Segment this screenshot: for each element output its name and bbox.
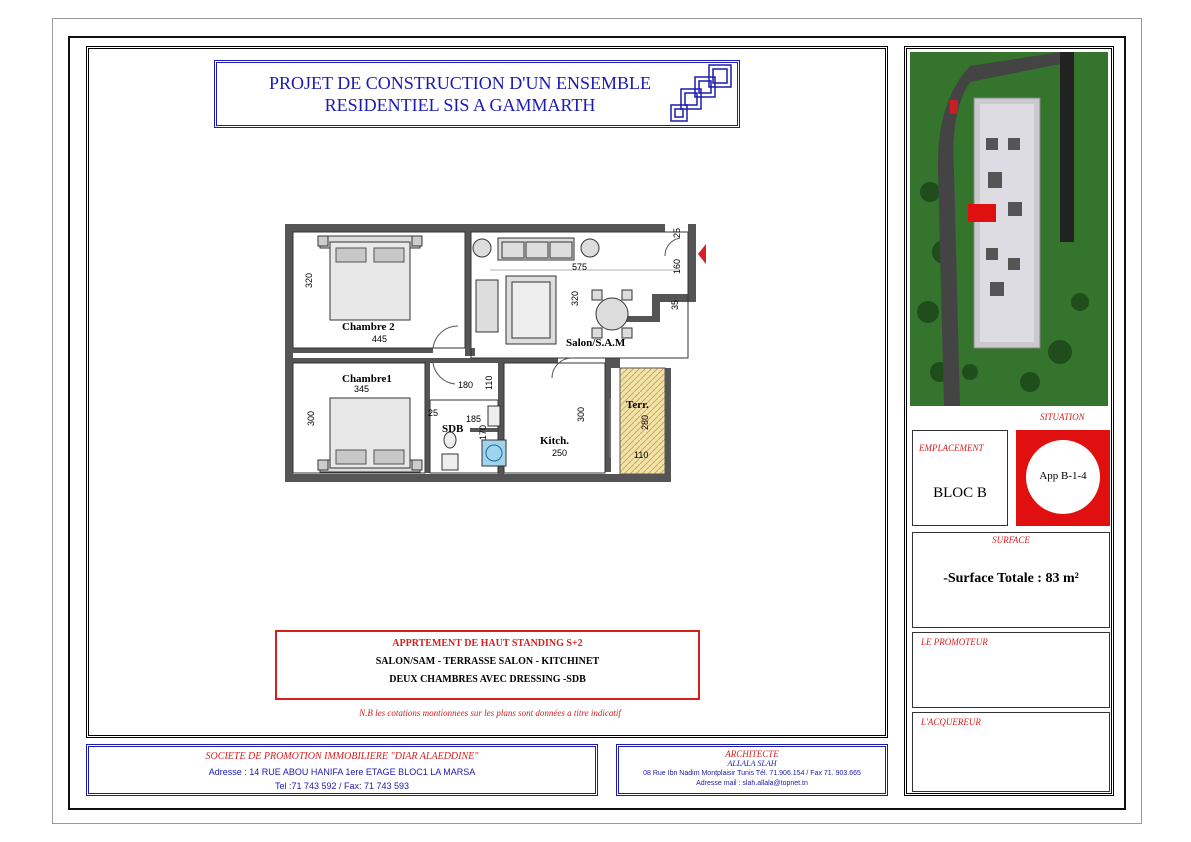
dim-185: 185 [466, 414, 482, 424]
emplacement-cell [912, 430, 1008, 526]
toilet-icon [442, 432, 458, 470]
room-sdb: SDB [442, 423, 464, 435]
dim-110-terrace: 110 [634, 450, 649, 460]
dim-300-left: 300 [306, 410, 316, 426]
shower-icon [482, 440, 506, 466]
acquereur-cell [912, 712, 1110, 792]
sink-icon [488, 406, 500, 426]
dim-250: 250 [552, 448, 568, 458]
project-title-line2: RESIDENTIEL SIS A GAMMARTH [324, 95, 596, 115]
description-line2: DEUX CHAMBRES AVEC DRESSING -SDB [389, 674, 586, 685]
floor-plan [280, 218, 682, 490]
dim-25-bath: 25 [428, 408, 439, 418]
project-title-line1: PROJET DE CONSTRUCTION D'UN ENSEMBLE [269, 73, 651, 93]
dim-445: 445 [372, 334, 388, 344]
room-kitchen: Kitch. [540, 435, 570, 447]
emplacement-label: EMPLACEMENT [919, 443, 984, 453]
app-value: App B-1-4 [1039, 470, 1087, 482]
surface-label: SURFACE [992, 535, 1030, 545]
bed-chambre2-icon [318, 236, 422, 320]
armchair-icon [476, 276, 556, 344]
company-name: SOCIETE DE PROMOTION IMMOBILIERE "DIAR ALAEDDINE" [205, 751, 479, 762]
bloc-value: BLOC B [933, 485, 987, 501]
dim-35: 35 [670, 299, 680, 310]
apartment-description [275, 630, 700, 700]
dim-160: 160 [672, 258, 682, 274]
surface-value: -Surface Totale : 83 m² [943, 571, 1079, 586]
promoteur-label: LE PROMOTEUR [921, 637, 988, 647]
sofa-icon [473, 238, 599, 260]
surface-cell [912, 532, 1110, 628]
unit-marker [968, 204, 996, 222]
dim-110-bath: 110 [484, 375, 494, 390]
architect-cartouche [616, 744, 888, 796]
dim-180: 180 [458, 380, 474, 390]
dim-280: 280 [640, 414, 650, 430]
dim-345: 345 [354, 384, 370, 394]
company-phone: Tel :71 743 592 / Fax: 71 743 593 [274, 781, 410, 791]
dim-320-salon: 320 [570, 290, 580, 306]
situation-label: SITUATION [1040, 412, 1085, 422]
dim-575: 575 [572, 262, 588, 272]
dim-25-entry: 25 [672, 227, 682, 238]
architect-email: Adresse mail : slah.allala@topnet.tn [696, 780, 808, 787]
architect-name: ALLALA SLAH [727, 759, 777, 768]
dim-170: 170 [478, 424, 488, 440]
dining-table-icon [592, 290, 632, 338]
room-chambre2: Chambre 2 [342, 321, 395, 333]
app-badge [1016, 430, 1110, 526]
dim-320-left: 320 [304, 272, 314, 288]
project-title [250, 72, 670, 116]
company-cartouche [86, 744, 598, 796]
promoteur-cell [912, 632, 1110, 708]
situation-aerial-image [910, 52, 1108, 406]
description-line1: SALON/SAM - TERRASSE SALON - KITCHINET [375, 656, 600, 667]
room-salon: Salon/S.A.M [566, 337, 626, 349]
description-heading: APPRTEMENT DE HAUT STANDING S+2 [392, 638, 583, 649]
dimensions-note: N.B les cotations montionnees sur les plans sont données a titre indicatif [359, 708, 621, 718]
acquereur-label: L'ACQUEREUR [921, 717, 981, 727]
logo-squares-icon [669, 63, 739, 125]
dim-300-kitchen: 300 [576, 406, 586, 422]
company-address: Adresse : 14 RUE ABOU HANIFA 1ere ETAGE BLOC1 LA MARSA [208, 767, 476, 777]
room-terrace: Terr. [626, 399, 649, 411]
architect-address: 08 Rue Ibn Nadim Montplaisir Tunis Tél. 71.906.154 / Fax 71. 903.665 [643, 770, 861, 777]
architect-title: ARCHITECTE [725, 749, 779, 759]
bed-chambre1-icon [318, 398, 422, 472]
room-chambre1: Chambre1 [342, 373, 392, 385]
